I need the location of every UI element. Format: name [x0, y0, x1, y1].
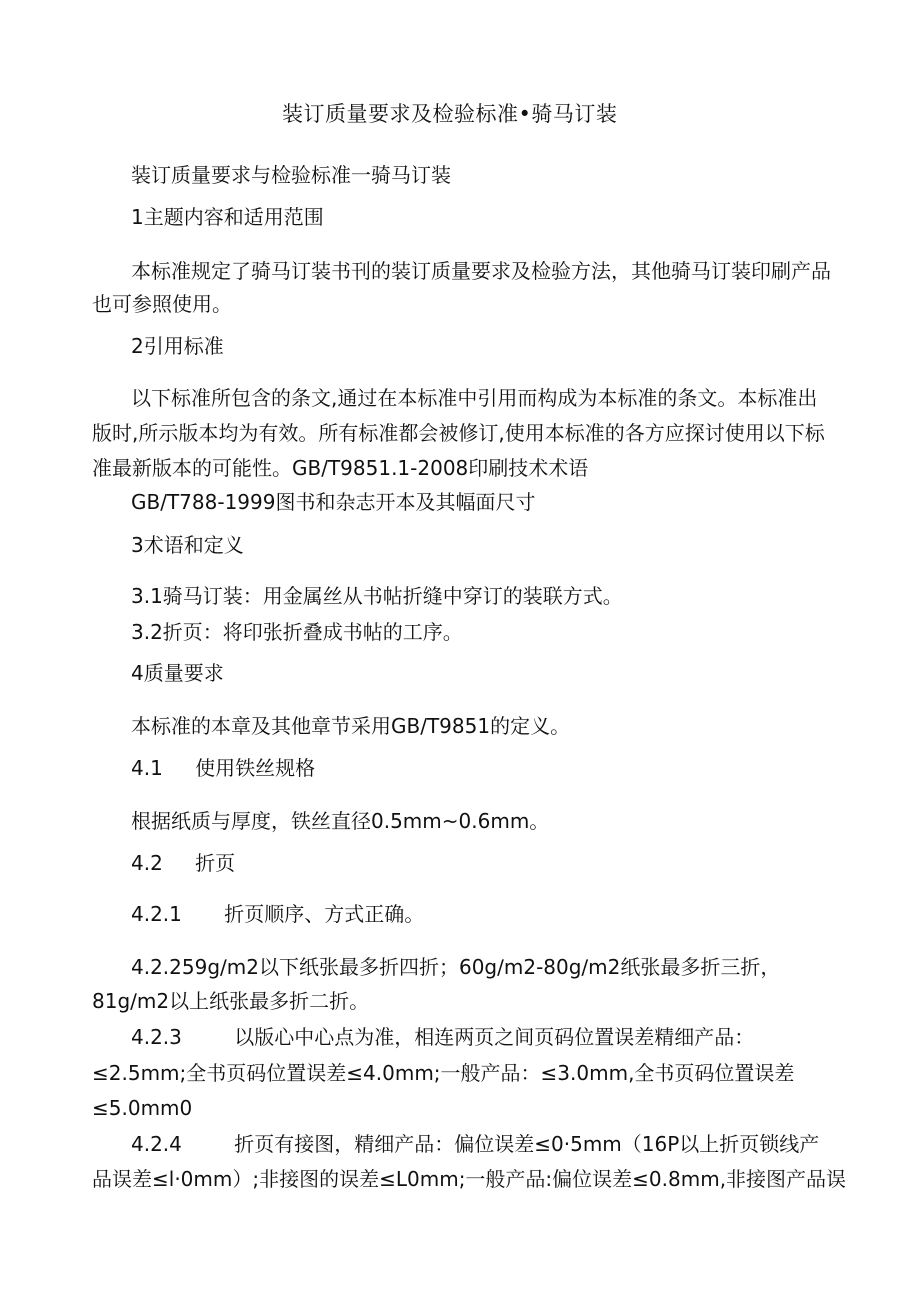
clause-4-1-heading	[131, 753, 315, 783]
clause-4-2-heading	[131, 848, 235, 878]
clause-4-2-3-line-1	[131, 1022, 754, 1052]
clause-4-2-1	[131, 899, 424, 929]
clause-4-1-number: 4.1	[131, 756, 163, 780]
section-1-heading: 1主题内容和适用范围	[131, 205, 324, 229]
clause-4-2-3-number: 4.2.3	[131, 1025, 182, 1049]
clause-4-2-1-text: 折页顺序、方式正确。	[224, 902, 425, 926]
clause-4-2-4-line-2: 品误差≤l·0mm）;非接图的误差≤L0mm;一般产品:偏位误差≤0.8mm,非接图产品误	[92, 1167, 847, 1191]
clause-4-2-1-number: 4.2.1	[131, 902, 182, 926]
clause-4-2-title: 折页	[195, 851, 236, 875]
clause-4-2-4-number: 4.2.4	[131, 1132, 182, 1156]
clause-4-2-3-line-2: ≤2.5mm;全书页码位置误差≤4.0mm;一般产品：≤3.0mm,全书页码位置误差	[92, 1061, 795, 1085]
document-title: 装订质量要求及检验标准•骑马订装	[282, 102, 618, 126]
clause-4-2-2-line-1: 4.2.259g∕m2以下纸张最多折四折；60g∕m2-80g∕m2纸张最多折三折，	[131, 955, 781, 979]
clause-4-1-title: 使用铁丝规格	[195, 756, 316, 780]
section-3-heading: 3术语和定义	[131, 533, 244, 557]
section-4-heading: 4质量要求	[131, 661, 224, 685]
definition-3-2: 3.2折页：将印张折叠成书帖的工序。	[131, 620, 463, 644]
section-2-paragraph-line-4: GB/T788-1999图书和杂志开本及其幅面尺寸	[131, 490, 536, 514]
clause-4-2-3-text: 以版心中心点为准，相连两页之间页码位置误差精细产品：	[234, 1025, 755, 1049]
clause-4-2-3-line-3: ≤5.0mm0	[92, 1096, 193, 1120]
clause-4-2-2-line-2: 81g∕m2以上纸张最多折二折。	[92, 989, 370, 1013]
section-2-paragraph-line-3: 准最新版本的可能性。GB/T9851.1-2008印刷技术术语	[92, 456, 589, 480]
clause-4-1-text: 根据纸质与厚度，铁丝直径0.5mm~0.6mm。	[131, 809, 550, 833]
section-1-paragraph-line-2: 也可参照使用。	[92, 292, 232, 316]
document-subtitle: 装订质量要求与检验标准一骑马订装	[131, 163, 451, 187]
section-4-intro: 本标准的本章及其他章节采用GB/T9851的定义。	[131, 714, 571, 738]
definition-3-1: 3.1骑马订装：用金属丝从书帖折缝中穿订的装联方式。	[131, 584, 623, 608]
clause-4-2-4-line-1	[131, 1129, 819, 1159]
clause-4-2-number: 4.2	[131, 851, 163, 875]
section-2-paragraph-line-1: 以下标准所包含的条文,通过在本标准中引用而构成为本标准的条文。本标准出	[131, 386, 818, 410]
section-2-heading: 2引用标准	[131, 334, 224, 358]
clause-4-2-4-text: 折页有接图，精细产品：偏位误差≤0·5mm（16P以上折页锁线产	[234, 1132, 820, 1156]
section-1-paragraph-line-1: 本标准规定了骑马订装书刊的装订质量要求及检验方法，其他骑马订装印刷产品	[131, 259, 831, 283]
section-2-paragraph-line-2: 版时,所示版本均为有效。所有标准都会被修订,使用本标准的各方应探讨使用以下标	[92, 421, 825, 445]
